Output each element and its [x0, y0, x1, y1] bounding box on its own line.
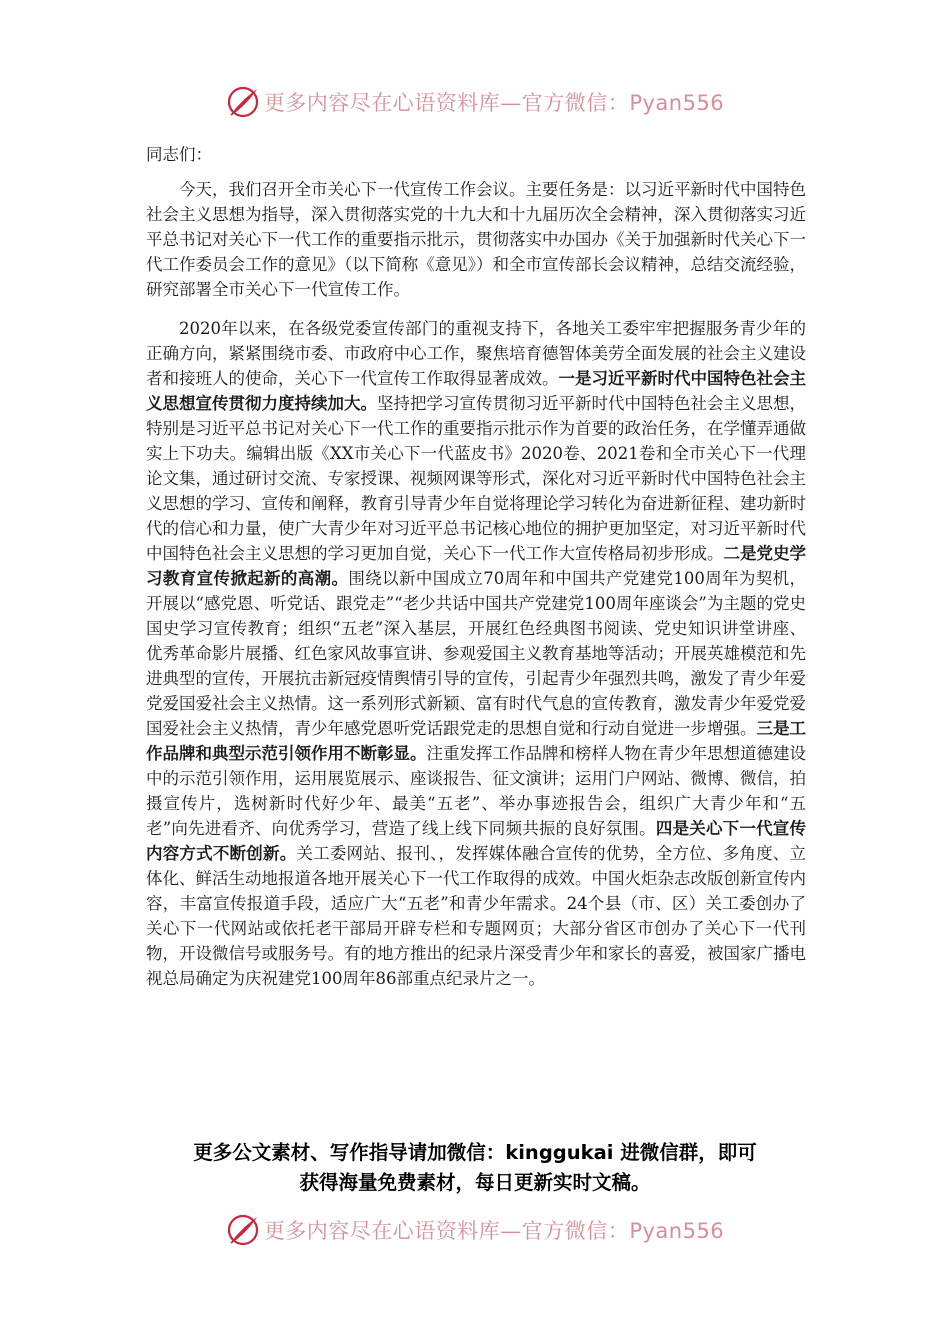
point-3-body: 注重发挥工作品牌和榜样人物在青少年思想道德建设中的示范引领作用，运用展览展示、座谈报告、征文演讲；运用门户网站、微博、微信，拍摄宣传片，选树新时代好少年、最美“五老”、举办事迹报告会，组织广大青少年和“五老”向先进看齐、向优秀学习，营造了线上线下同频共振的良好氛围。 [146, 744, 806, 838]
point-2-body: 围绕以新中国成立70周年和中国共产党建党100周年为契机，开展以“感党恩、听党话、跟党走”“老少共话中国共产党建党100周年座谈会”为主题的党史国史学习宣传教育；组织“五老”深入基层，开展红色经典图书阅读、党史知识讲堂讲座、优秀革命影片展播、红色家风故事宣讲、参观爱国主义教育基地等活动；开展英雄模范和先进典型的宣传，开展抗击新冠疫情舆情引导的宣传，引起青少年强烈共鸣，激发了青少年爱党爱国爱社会主义热情。这一系列形式新颖、富有时代气息的宣传教育，激发青少年爱党爱国爱社会主义热情，青少年感党恩听党话跟党走的思想自觉和行动自觉进一步增强。 [146, 569, 807, 738]
point-3-title: 三是工作品牌和典型示范引领作用不断彰显。 [146, 719, 806, 763]
point-2-title: 二是党史学习教育宣传掀起新的高潮。 [146, 544, 806, 588]
footer-wechat-id: Pyan556 [629, 1219, 725, 1243]
paragraph-1: 今天，我们召开全市关心下一代宣传工作会议。主要任务是：以习近平新时代中国特色社会主义思想为指导，深入贯彻落实党的十九大和十九届历次全会精神，深入贯彻落实习近平总书记对关心下一代工作的重要指示批示，贯彻落实中办国办《关于加强新时代关心下一代工作委员会工作的意见》（以下简称《意见》）和全市宣传部长会议精神，总结交流经验，研究部署全市关心下一代宣传工作。 [146, 180, 806, 299]
header-wechat-id: Pyan556 [629, 91, 725, 115]
paragraph-2 [146, 316, 806, 991]
header-banner-text: 更多内容尽在心语资料库—官方微信：Pyan556 [263, 91, 725, 115]
point-1-body: 坚持把学习宣传贯彻习近平新时代中国特色社会主义思想，特别是习近平总书记对关心下一代工作的重要指示批示作为首要的政治任务，在学懂弄通做实上下功夫。编辑出版《XX市关心下一代蓝皮书》2020卷、2021卷和全市关心下一代理论文集，通过研讨交流、专家授课、视频网课等形式，深化对习近平新时代中国特色社会主义思想的学习、宣传和阐释，教育引导青少年自觉将理论学习转化为奋进新征程、建功新时代的信心和力量，使广大青少年对习近平总书记核心地位的拥护更加坚定，对习近平新时代中国特色社会主义思想的学习更加自觉，关心下一代工作大宣传格局初步形成。 [146, 394, 806, 563]
point-1-title: 一是习近平新时代中国特色社会主义思想宣传贯彻力度持续加大。 [146, 369, 806, 413]
document-body [146, 142, 806, 1005]
promo-notice [130, 1138, 820, 1198]
header-banner [0, 82, 950, 122]
promo-line-2: 获得海量免费素材，每日更新实时文稿。 [299, 1171, 651, 1194]
footer-banner-text: 更多内容尽在心语资料库—官方微信：Pyan556 [263, 1219, 725, 1243]
point-4-body: 关工委网站、报刊、，发挥媒体融合宣传的优势，全方位、多角度、立体化、鲜活生动地报道各地开展关心下一代工作取得的成效。中国火炬杂志改版创新宣传内容，丰富宣传报道手段，适应广大“五老”和青少年需求。24个县（市、区）关工委创办了关心下一代网站或依托老干部局开辟专栏和专题网页；大部分省区市创办了关心下一代刊物，开设微信号或服务号。有的地方推出的纪录片深受青少年和家长的喜爱，被国家广播电视总局确定为庆祝建党100周年86部重点纪录片之一。 [146, 844, 807, 988]
greeting: 同志们： [146, 145, 212, 164]
quill-logo-icon [226, 1213, 260, 1247]
quill-logo-icon [226, 85, 260, 119]
para2-intro: 2020年以来，在各级党委宣传部门的重视支持下，各地关工委牢牢把握服务青少年的正确方向，紧紧围绕市委、市政府中心工作，聚焦培育德智体美劳全面发展的社会主义建设者和接班人的使命，关心下一代宣传工作取得显著成效。 [146, 319, 806, 388]
promo-line-1: 更多公文素材、写作指导请加微信：kinggukai 进微信群，即可 [193, 1141, 757, 1164]
footer-banner [0, 1210, 950, 1250]
point-4-title: 四是关心下一代宣传内容方式不断创新。 [146, 819, 807, 863]
